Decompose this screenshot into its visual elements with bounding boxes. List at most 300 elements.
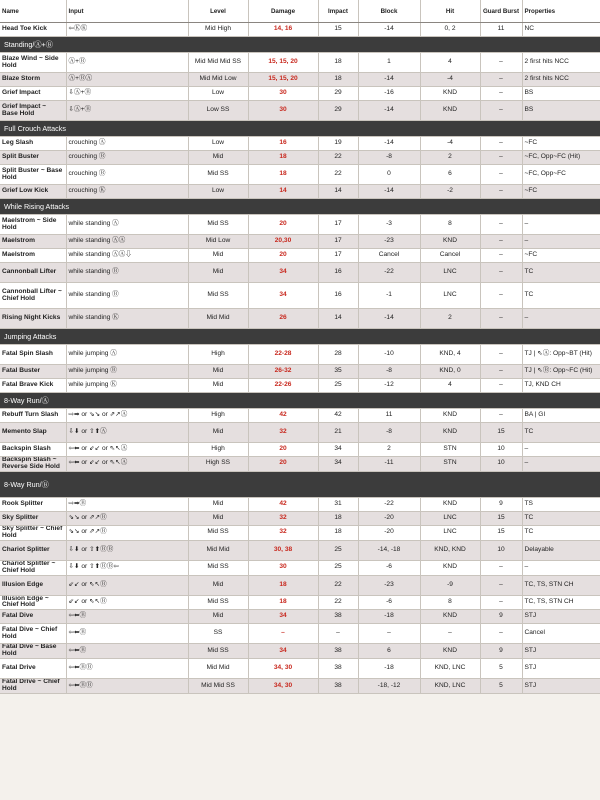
- move-properties: TC: [522, 263, 600, 283]
- move-input: crouching Ⓐ: [66, 137, 188, 151]
- move-hit: 4: [420, 379, 480, 393]
- move-impact: 22: [318, 165, 358, 185]
- move-hit: KND, 0: [420, 365, 480, 379]
- move-properties: TS: [522, 497, 600, 511]
- move-row: [0, 457, 600, 472]
- move-damage: 34: [248, 263, 318, 283]
- move-block: 1: [358, 53, 420, 73]
- move-guard-burst: –: [480, 137, 522, 151]
- move-properties: STJ: [522, 610, 600, 624]
- move-row: [0, 379, 600, 393]
- move-level: Mid SS: [188, 165, 248, 185]
- move-level: Mid: [188, 379, 248, 393]
- move-guard-burst: –: [480, 151, 522, 165]
- move-damage: 26-32: [248, 365, 318, 379]
- move-hit: –: [420, 624, 480, 644]
- move-name: Split Buster: [0, 151, 66, 165]
- move-name: Maelstrom: [0, 235, 66, 249]
- move-input: while jumping Ⓚ: [66, 379, 188, 393]
- move-row: [0, 659, 600, 679]
- move-hit: 8: [420, 215, 480, 235]
- move-damage: 34: [248, 644, 318, 659]
- move-impact: 15: [318, 23, 358, 37]
- move-hit: KND, LNC: [420, 679, 480, 694]
- move-row: [0, 309, 600, 329]
- move-row: [0, 575, 600, 595]
- move-guard-burst: –: [480, 215, 522, 235]
- move-row: [0, 235, 600, 249]
- move-name: Cannonball Lifter ~ Chief Hold: [0, 283, 66, 309]
- move-name: Backspin Slash ~ Reverse Side Hold: [0, 457, 66, 472]
- move-block: -18: [358, 610, 420, 624]
- section-header-row: [0, 37, 600, 53]
- section-title: Full Crouch Attacks: [0, 121, 600, 137]
- move-block: -6: [358, 560, 420, 575]
- move-block: -18, -12: [358, 679, 420, 694]
- move-guard-burst: 5: [480, 659, 522, 679]
- move-name: Rook Splitter: [0, 497, 66, 511]
- move-hit: KND: [420, 409, 480, 423]
- move-hit: -4: [420, 73, 480, 87]
- move-block: -12: [358, 379, 420, 393]
- move-guard-burst: –: [480, 560, 522, 575]
- col-impact-header: Impact: [318, 0, 358, 23]
- move-damage: 42: [248, 497, 318, 511]
- move-properties: ~FC: [522, 137, 600, 151]
- move-hit: LNC: [420, 511, 480, 525]
- move-block: –: [358, 624, 420, 644]
- move-input: ⇦⬅Ⓑ: [66, 644, 188, 659]
- move-guard-burst: –: [480, 87, 522, 101]
- move-input: ⇘↘ or ⇗↗Ⓑ: [66, 511, 188, 525]
- move-guard-burst: –: [480, 101, 522, 121]
- move-name: Backspin Slash: [0, 443, 66, 457]
- move-row: [0, 23, 600, 37]
- move-level: Mid Mid SS: [188, 679, 248, 694]
- move-guard-burst: –: [480, 165, 522, 185]
- move-hit: KND: [420, 87, 480, 101]
- move-impact: 29: [318, 87, 358, 101]
- move-name: Illusion Edge ~ Chief Hold: [0, 595, 66, 610]
- move-row: [0, 409, 600, 423]
- move-name: Head Toe Kick: [0, 23, 66, 37]
- move-properties: TC: [522, 525, 600, 540]
- move-damage: 18: [248, 165, 318, 185]
- move-level: Mid: [188, 249, 248, 263]
- move-level: Low: [188, 137, 248, 151]
- move-level: Mid: [188, 263, 248, 283]
- move-level: Mid Mid Mid SS: [188, 53, 248, 73]
- move-input: ⇩Ⓐ+Ⓑ: [66, 101, 188, 121]
- col-damage-header: Damage: [248, 0, 318, 23]
- move-impact: 38: [318, 610, 358, 624]
- move-guard-burst: 15: [480, 511, 522, 525]
- header-row: [0, 0, 600, 23]
- move-damage: 42: [248, 409, 318, 423]
- move-impact: 17: [318, 235, 358, 249]
- move-name: Fatal Drive ~ Chief Hold: [0, 679, 66, 694]
- move-damage: 22-26: [248, 379, 318, 393]
- move-damage: 30, 38: [248, 540, 318, 560]
- move-row: [0, 624, 600, 644]
- move-name: Grief Impact ~ Base Hold: [0, 101, 66, 121]
- move-name: Fatal Dive: [0, 610, 66, 624]
- move-row: [0, 511, 600, 525]
- move-level: Mid SS: [188, 644, 248, 659]
- move-block: -14: [358, 137, 420, 151]
- move-properties: TC: [522, 283, 600, 309]
- move-damage: 20: [248, 443, 318, 457]
- move-properties: ~FC: [522, 249, 600, 263]
- move-damage: 32: [248, 423, 318, 443]
- move-block: 6: [358, 644, 420, 659]
- move-guard-burst: 15: [480, 423, 522, 443]
- move-name: Grief Impact: [0, 87, 66, 101]
- move-properties: ~FC: [522, 185, 600, 199]
- move-input: ⇦⬅Ⓑ: [66, 624, 188, 644]
- move-impact: 16: [318, 283, 358, 309]
- move-damage: 32: [248, 525, 318, 540]
- move-guard-burst: –: [480, 595, 522, 610]
- move-block: -20: [358, 511, 420, 525]
- move-row: [0, 249, 600, 263]
- move-hit: KND: [420, 610, 480, 624]
- move-input: ⇦⬅Ⓑ: [66, 610, 188, 624]
- move-block: -8: [358, 151, 420, 165]
- move-impact: 38: [318, 659, 358, 679]
- move-level: Low: [188, 185, 248, 199]
- move-block: Cancel: [358, 249, 420, 263]
- section-title: 8-Way Run/Ⓐ: [0, 393, 600, 409]
- move-input: ⇦ⓀⓀ: [66, 23, 188, 37]
- move-block: -10: [358, 345, 420, 365]
- move-level: Mid SS: [188, 525, 248, 540]
- move-block: -8: [358, 365, 420, 379]
- move-input: ⇦⬅ⒷⒷ: [66, 679, 188, 694]
- move-row: [0, 215, 600, 235]
- col-guard-burst-header: Guard Burst: [480, 0, 522, 23]
- move-properties: NC: [522, 23, 600, 37]
- move-name: Fatal Brave Kick: [0, 379, 66, 393]
- move-level: Low: [188, 87, 248, 101]
- move-properties: –: [522, 215, 600, 235]
- move-impact: 25: [318, 379, 358, 393]
- move-input: ⇦⬅ or ⇙↙ or ⇖↖Ⓐ: [66, 443, 188, 457]
- move-block: -14, -18: [358, 540, 420, 560]
- move-impact: 22: [318, 151, 358, 165]
- move-hit: STN: [420, 457, 480, 472]
- move-impact: 29: [318, 101, 358, 121]
- section-header-row: [0, 329, 600, 345]
- move-hit: Cancel: [420, 249, 480, 263]
- move-block: -14: [358, 73, 420, 87]
- move-block: 11: [358, 409, 420, 423]
- move-impact: 14: [318, 185, 358, 199]
- move-name: Sky Splitter: [0, 511, 66, 525]
- move-impact: 14: [318, 309, 358, 329]
- move-properties: TJ | ⇖Ⓐ: Opp~BT (Hit): [522, 345, 600, 365]
- section-header-row: [0, 121, 600, 137]
- move-properties: TC: [522, 423, 600, 443]
- move-block: -20: [358, 525, 420, 540]
- move-name: Illusion Edge: [0, 575, 66, 595]
- move-guard-burst: –: [480, 73, 522, 87]
- move-hit: 2: [420, 309, 480, 329]
- move-hit: LNC: [420, 263, 480, 283]
- move-block: 0: [358, 165, 420, 185]
- move-row: [0, 540, 600, 560]
- move-level: Mid: [188, 151, 248, 165]
- move-properties: BS: [522, 87, 600, 101]
- move-row: [0, 87, 600, 101]
- move-input: ⇙↙ or ⇖↖Ⓑ: [66, 595, 188, 610]
- move-impact: 19: [318, 137, 358, 151]
- move-block: -23: [358, 575, 420, 595]
- move-impact: 22: [318, 575, 358, 595]
- move-name: Rebuff Turn Slash: [0, 409, 66, 423]
- move-damage: 18: [248, 151, 318, 165]
- move-row: [0, 365, 600, 379]
- move-impact: 25: [318, 540, 358, 560]
- move-input: ⇘↘ or ⇗↗Ⓑ: [66, 525, 188, 540]
- move-block: -23: [358, 235, 420, 249]
- move-damage: 30: [248, 87, 318, 101]
- move-input: ⇙↙ or ⇖↖Ⓑ: [66, 575, 188, 595]
- move-row: [0, 644, 600, 659]
- move-name: Blaze Storm: [0, 73, 66, 87]
- move-input: crouching Ⓑ: [66, 151, 188, 165]
- move-impact: 25: [318, 560, 358, 575]
- move-level: High: [188, 443, 248, 457]
- move-guard-burst: –: [480, 249, 522, 263]
- move-guard-burst: 10: [480, 457, 522, 472]
- move-block: -14: [358, 309, 420, 329]
- move-block: -18: [358, 659, 420, 679]
- move-level: Mid Mid: [188, 659, 248, 679]
- col-hit-header: Hit: [420, 0, 480, 23]
- move-block: -8: [358, 423, 420, 443]
- move-guard-burst: –: [480, 365, 522, 379]
- move-level: Mid: [188, 511, 248, 525]
- move-name: Maelstrom: [0, 249, 66, 263]
- move-properties: STJ: [522, 679, 600, 694]
- move-input: while standing ⒶⒶ: [66, 235, 188, 249]
- move-name: Leg Slash: [0, 137, 66, 151]
- move-hit: 8: [420, 595, 480, 610]
- move-input: ⇦⬅ or ⇙↙ or ⇖↖Ⓐ: [66, 457, 188, 472]
- col-name-header: Name: [0, 0, 66, 23]
- move-name: Split Buster ~ Base Hold: [0, 165, 66, 185]
- move-damage: 14, 16: [248, 23, 318, 37]
- move-impact: 18: [318, 511, 358, 525]
- move-damage: 22-28: [248, 345, 318, 365]
- move-impact: 18: [318, 73, 358, 87]
- move-damage: 16: [248, 137, 318, 151]
- move-row: [0, 560, 600, 575]
- move-input: crouching Ⓚ: [66, 185, 188, 199]
- move-guard-burst: –: [480, 185, 522, 199]
- move-damage: 30: [248, 101, 318, 121]
- move-damage: 30: [248, 560, 318, 575]
- move-hit: STN: [420, 443, 480, 457]
- move-properties: –: [522, 560, 600, 575]
- move-input: while jumping Ⓐ: [66, 345, 188, 365]
- move-guard-burst: 9: [480, 497, 522, 511]
- move-level: High: [188, 409, 248, 423]
- move-guard-burst: –: [480, 309, 522, 329]
- move-damage: 20: [248, 249, 318, 263]
- move-row: [0, 263, 600, 283]
- move-name: Chariot Splitter: [0, 540, 66, 560]
- move-name: Fatal Dive ~ Base Hold: [0, 644, 66, 659]
- move-hit: LNC: [420, 525, 480, 540]
- move-damage: –: [248, 624, 318, 644]
- move-level: Low SS: [188, 101, 248, 121]
- move-input: Ⓐ+Ⓑ: [66, 53, 188, 73]
- move-input: ⇨➡ or ⇘↘ or ⇗↗Ⓐ: [66, 409, 188, 423]
- move-row: [0, 53, 600, 73]
- move-level: Mid Low: [188, 235, 248, 249]
- move-block: -11: [358, 457, 420, 472]
- move-guard-burst: –: [480, 53, 522, 73]
- move-impact: 17: [318, 215, 358, 235]
- move-damage: 18: [248, 595, 318, 610]
- move-level: Mid Mid Low: [188, 73, 248, 87]
- move-damage: 34, 30: [248, 659, 318, 679]
- move-block: -22: [358, 263, 420, 283]
- move-row: [0, 165, 600, 185]
- section-title: Standing/Ⓐ+Ⓑ: [0, 37, 600, 53]
- col-block-header: Block: [358, 0, 420, 23]
- move-level: Mid High: [188, 23, 248, 37]
- move-level: Mid SS: [188, 560, 248, 575]
- section-title: Jumping Attacks: [0, 329, 600, 345]
- move-hit: KND: [420, 644, 480, 659]
- move-block: -14: [358, 185, 420, 199]
- move-impact: 28: [318, 345, 358, 365]
- move-impact: 18: [318, 525, 358, 540]
- move-hit: 6: [420, 165, 480, 185]
- move-guard-burst: 11: [480, 23, 522, 37]
- move-level: Mid SS: [188, 595, 248, 610]
- move-input: while jumping Ⓑ: [66, 365, 188, 379]
- move-name: Fatal Drive: [0, 659, 66, 679]
- move-guard-burst: –: [480, 345, 522, 365]
- col-input-header: Input: [66, 0, 188, 23]
- move-block: -6: [358, 595, 420, 610]
- move-row: [0, 151, 600, 165]
- move-properties: TC, TS, STN CH: [522, 595, 600, 610]
- move-input: ⇩⬇ or ⇧⬆Ⓐ: [66, 423, 188, 443]
- move-properties: –: [522, 443, 600, 457]
- move-guard-burst: 9: [480, 610, 522, 624]
- move-impact: –: [318, 624, 358, 644]
- move-input: crouching Ⓑ: [66, 165, 188, 185]
- move-level: Mid: [188, 365, 248, 379]
- move-block: -1: [358, 283, 420, 309]
- move-damage: 14: [248, 185, 318, 199]
- section-title: 8-Way Run/Ⓑ: [0, 471, 600, 497]
- move-damage: 18: [248, 575, 318, 595]
- move-properties: TJ | ⇖Ⓑ: Opp~FC (Hit): [522, 365, 600, 379]
- move-row: [0, 497, 600, 511]
- move-block: 2: [358, 443, 420, 457]
- section-header-row: [0, 393, 600, 409]
- move-hit: LNC: [420, 283, 480, 309]
- move-name: Blaze Wind ~ Side Hold: [0, 53, 66, 73]
- move-block: -3: [358, 215, 420, 235]
- move-row: [0, 73, 600, 87]
- move-hit: -2: [420, 185, 480, 199]
- move-impact: 34: [318, 457, 358, 472]
- move-name: Sky Splitter ~ Chief Hold: [0, 525, 66, 540]
- move-level: Mid: [188, 610, 248, 624]
- move-row: [0, 443, 600, 457]
- move-row: [0, 283, 600, 309]
- move-input: Ⓐ+ⒷⒶ: [66, 73, 188, 87]
- move-hit: KND: [420, 423, 480, 443]
- move-name: Memento Slap: [0, 423, 66, 443]
- move-input: ⇩⬇ or ⇧⬆ⒷⒷ⇦: [66, 560, 188, 575]
- move-input: ⇩⬇ or ⇧⬆ⒷⒷ: [66, 540, 188, 560]
- move-properties: BS: [522, 101, 600, 121]
- move-hit: KND: [420, 101, 480, 121]
- col-level-header: Level: [188, 0, 248, 23]
- move-block: -22: [358, 497, 420, 511]
- section-header-row: [0, 471, 600, 497]
- move-hit: -9: [420, 575, 480, 595]
- move-block: -14: [358, 101, 420, 121]
- section-header-row: [0, 199, 600, 215]
- move-impact: 34: [318, 443, 358, 457]
- move-row: [0, 610, 600, 624]
- move-impact: 18: [318, 53, 358, 73]
- move-hit: 2: [420, 151, 480, 165]
- move-name: Chariot Splitter ~ Chief Hold: [0, 560, 66, 575]
- move-level: SS: [188, 624, 248, 644]
- move-impact: 21: [318, 423, 358, 443]
- move-name: Rising Night Kicks: [0, 309, 66, 329]
- move-impact: 22: [318, 595, 358, 610]
- move-level: Mid: [188, 497, 248, 511]
- move-properties: ~FC, Opp~FC (Hit): [522, 151, 600, 165]
- move-name: Maelstrom ~ Side Hold: [0, 215, 66, 235]
- move-block: -16: [358, 87, 420, 101]
- move-damage: 34: [248, 283, 318, 309]
- move-hit: -4: [420, 137, 480, 151]
- move-row: [0, 595, 600, 610]
- move-guard-burst: –: [480, 379, 522, 393]
- move-level: High: [188, 345, 248, 365]
- move-hit: KND: [420, 560, 480, 575]
- move-level: Mid: [188, 423, 248, 443]
- move-row: [0, 345, 600, 365]
- move-damage: 20,30: [248, 235, 318, 249]
- move-input: while standing Ⓑ: [66, 263, 188, 283]
- move-guard-burst: –: [480, 263, 522, 283]
- move-name: Cannonball Lifter: [0, 263, 66, 283]
- move-input: while standing ⒶⒶ⇩: [66, 249, 188, 263]
- move-name: Fatal Spin Slash: [0, 345, 66, 365]
- move-properties: TJ, KND CH: [522, 379, 600, 393]
- move-guard-burst: –: [480, 283, 522, 309]
- col-properties-header: Properties: [522, 0, 600, 23]
- move-properties: TC, TS, STN CH: [522, 575, 600, 595]
- move-impact: 38: [318, 644, 358, 659]
- move-properties: 2 first hits NCC: [522, 73, 600, 87]
- move-row: [0, 525, 600, 540]
- move-impact: 17: [318, 249, 358, 263]
